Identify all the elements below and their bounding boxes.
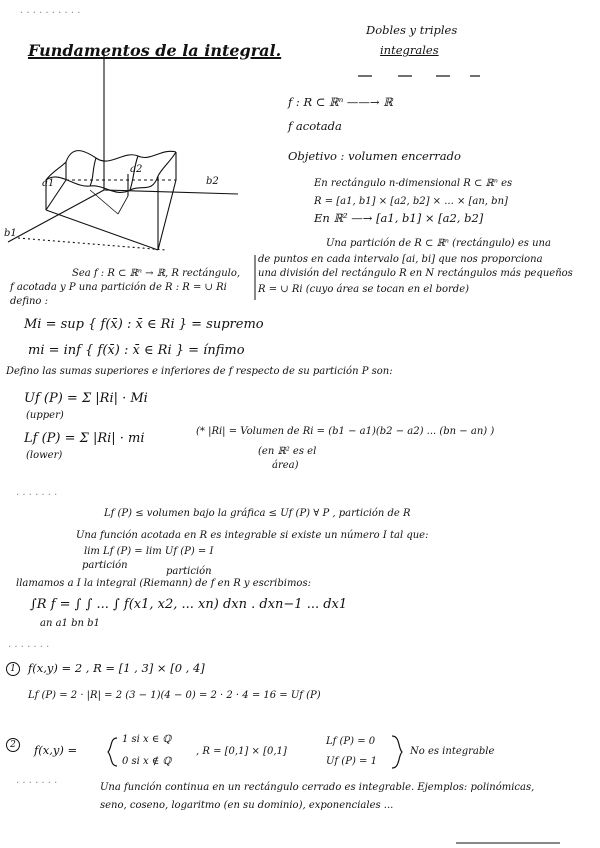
footer-faint-label: · · · · · · · [16,778,58,789]
page-title: Fundamentos de la integral. [28,41,282,60]
theorem-faint-label: · · · · · · · [16,490,58,501]
limit-equation: lim Lf (P) = lim Uf (P) = I [84,546,214,557]
right-note-6: En ℝ² —→ [a1, b1] × [a2, b2] [314,211,484,225]
definition-intro-3: defino : [10,296,48,307]
faint-header-marks: · · · · · · · · · · [20,8,81,19]
example-1-calculation: Lf (P) = 2 · |R| = 2 (3 − 1)(4 − 0) = 2 · 2 · 4 = 16 = Uf (P) [28,690,321,701]
right-note-4: En rectángulo n-dimensional R ⊂ ℝⁿ es [314,178,513,189]
volume-note: (* |Ri| = Volumen de Ri = (b1 − a1)(b2 − a2) ... (bn − an) ) [196,426,495,437]
supremum-definition: Mi = sup { f(x̄) : x̄ ∈ Ri } = supremo [24,317,264,332]
examples-faint-label: · · · · · · · [8,642,50,653]
example-1-marker: 1 [6,662,20,676]
diagram-label-b2: b2 [206,176,219,187]
diagram-label-b1: b1 [4,228,17,239]
right-note-7: Una partición de R ⊂ ℝⁿ (rectángulo) es una [326,238,551,249]
sums-intro: Defino las sumas superiores e inferiores de f respecto de su partición P son: [6,366,393,377]
footer-line-2: seno, coseno, logaritmo (en su dominio), exponenciales ... [100,800,394,811]
topic-heading: Dobles y triples [366,23,458,37]
partition-text-2: una división del rectángulo R en N rectángulos más pequeños [258,268,573,279]
limit-subscript-2: partición [166,566,212,577]
lower-sum-formula: Lf (P) = Σ |Ri| · mi [24,431,145,446]
right-note-2: f acotada [288,119,342,133]
partition-text-3: R = ∪ Ri (cuyo área se tocan en el borde) [258,284,470,295]
example-2-lower: Lf (P) = 0 [326,736,376,747]
definition-intro-1: Sea f : R ⊂ ℝⁿ → ℝ, R rectángulo, [72,268,241,279]
example-2-marker: 2 [6,738,20,752]
example-2-function: f(x,y) = [34,743,78,757]
integral-limits: an a1 bn b1 [40,618,100,629]
example-2-upper: Uf (P) = 1 [326,756,377,767]
lower-sum-tag: (lower) [26,450,63,461]
case-brace [108,738,117,766]
volume-sub-2: área) [272,460,299,471]
result-brace [392,736,402,768]
diagram-label-a1: a1 [42,178,55,189]
integral-notation: ∫R f = ∫ ∫ ... ∫ f(x1, x2, ... xn) dxn . dxn−1 ... dx1 [30,597,348,612]
upper-sum-formula: Uf (P) = Σ |Ri| · Mi [24,391,148,406]
infimum-definition: mi = inf { f(x̄) : x̄ ∈ Ri } = ínfimo [28,343,245,358]
diagram-label-a2: a2 [130,164,143,175]
right-note-1: f : R ⊂ ℝⁿ ——→ ℝ [288,95,393,109]
integral-notation-intro: llamamos a I la integral (Riemann) de f en R y escribimos: [16,578,311,589]
theorem-inequality: Lf (P) ≤ volumen bajo la gráfica ≤ Uf (P) ∀ P , partición de R [104,508,411,519]
subtopic-heading: integrales [380,43,439,57]
surface-diagram [8,55,238,250]
right-note-5: R = [a1, b1] × [a2, b2] × ... × [an, bn] [314,196,508,207]
example-1-function: f(x,y) = 2 , R = [1 , 3] × [0 , 4] [28,661,205,675]
integrable-definition: Una función acotada en R es integrable si existe un número I tal que: [76,530,429,541]
example-2-conclusion: No es integrable [410,746,495,757]
upper-sum-tag: (upper) [26,410,64,421]
example-2-case-1: 1 si x ∈ ℚ [122,734,172,745]
right-note-3: Objetivo : volumen encerrado [288,149,461,163]
example-2-case-2: 0 si x ∉ ℚ [122,756,172,767]
footer-line-1: Una función continua en un rectángulo cerrado es integrable. Ejemplos: polinómicas, [100,782,535,793]
limit-subscript-1: partición [82,560,128,571]
definition-intro-2: f acotada y P una partición de R : R = ∪ Ri [10,282,227,293]
example-2-domain: , R = [0,1] × [0,1] [196,746,287,757]
volume-sub-1: (en ℝ² es el [258,446,317,457]
partition-text-1: de puntos en cada intervalo [ai, bi] que nos proporciona [258,254,543,265]
